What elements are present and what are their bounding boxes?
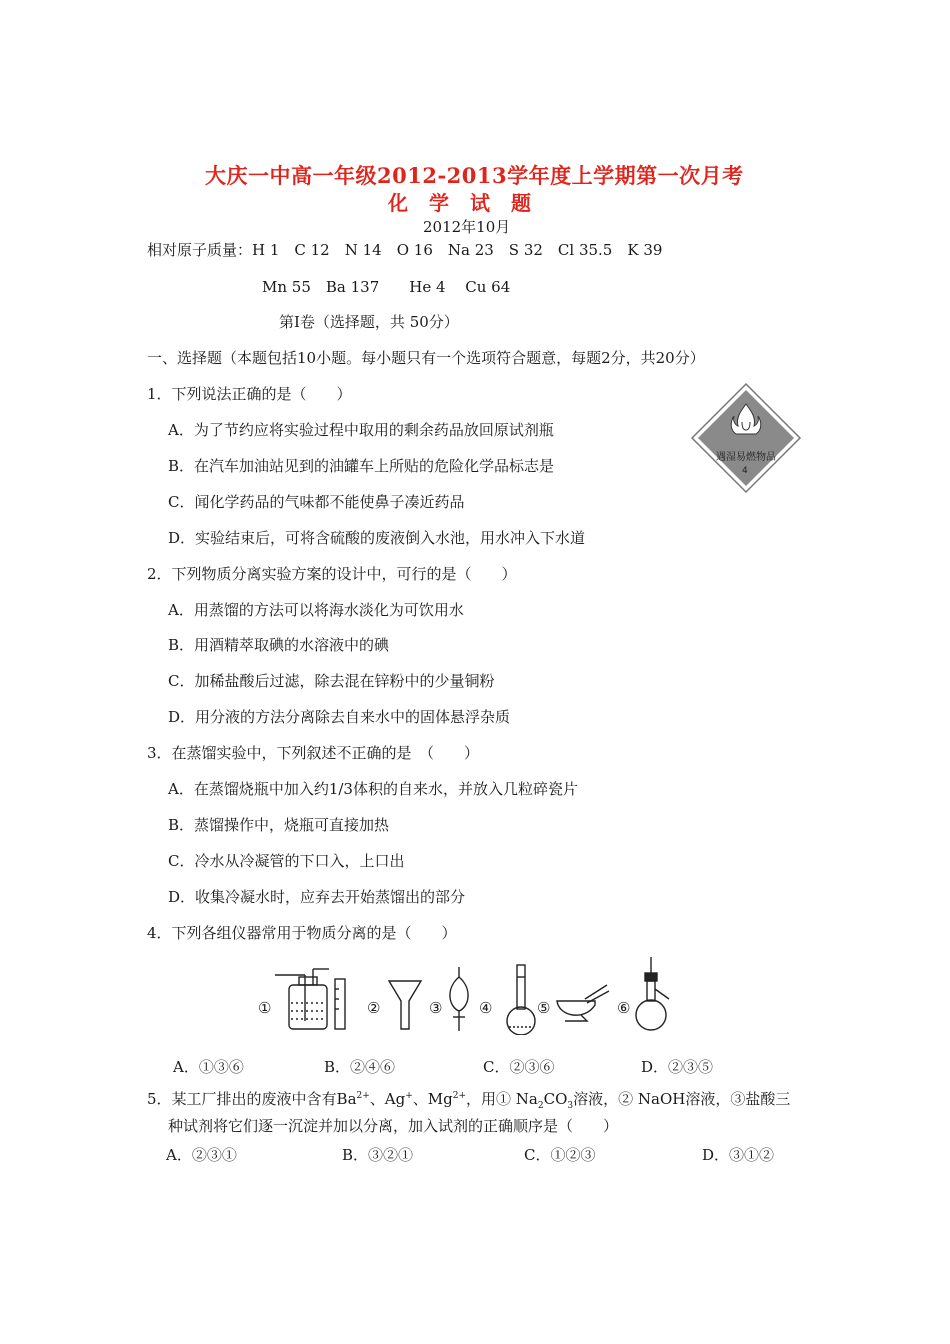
hazard-sign-number: 4 <box>742 466 748 476</box>
q3-option-c: C．冷水从冷凝管的下口入，上口出 <box>168 852 405 870</box>
apparatus-label-3: ③ <box>429 999 443 1017</box>
exam-title: 大庆一中高一年级2012-2013学年度上学期第一次月考 <box>205 163 744 188</box>
q5-option-c: C．①②③ <box>524 1146 596 1164</box>
q2-option-d: D．用分液的方法分离除去自来水中的固体悬浮杂质 <box>168 708 511 726</box>
apparatus-label-4: ④ <box>479 999 493 1017</box>
q1-option-c: C．闻化学药品的气味都不能使鼻子凑近药品 <box>168 493 465 511</box>
distillation-flask-icon <box>636 957 669 1030</box>
separatory-funnel-icon <box>450 967 468 1031</box>
part-heading: 一、选择题（本题包括10小题。每小题只有一个选项符合题意，每题2分，共20分） <box>147 349 705 367</box>
q4-stem: 4．下列各组仪器常用于物质分离的是（ ） <box>147 924 457 942</box>
q3-option-a: A．在蒸馏烧瓶中加入约1/3体积的自来水，并放入几粒碎瓷片 <box>168 780 578 798</box>
hazard-sign <box>690 382 802 494</box>
hazard-sign-label: 遇湿易燃物品 <box>716 452 776 463</box>
exam-date: 2012年10月 <box>423 218 511 236</box>
exam-subtitle: 化 学 试 题 <box>388 191 532 215</box>
apparatus-figure <box>255 955 675 1035</box>
volumetric-flask-icon <box>507 965 535 1035</box>
atomic-mass-line2: Mn 55 Ba 137 He 4 Cu 64 <box>262 278 511 296</box>
q4-option-a: A．①③⑥ <box>173 1058 244 1076</box>
apparatus-label-6: ⑥ <box>617 999 631 1017</box>
q1-option-a: A．为了节约应将实验过程中取用的剩余药品放回原试剂瓶 <box>168 421 554 439</box>
q3-option-d: D．收集冷凝水时，应弃去开始蒸馏出的部分 <box>168 888 466 906</box>
q5-stem-line1: 5．某工厂排出的废液中含有$Ba^{2+}$、Ag+、$Mg^{2+}$，用① $Na_2CO_3$溶液，② NaOH溶液，③盐酸三 <box>147 1090 791 1111</box>
q2-stem: 2．下列物质分离实验方案的设计中，可行的是（ ） <box>147 565 517 583</box>
gas-washing-bottle-icon <box>275 969 345 1029</box>
q3-stem: 3．在蒸馏实验中，下列叙述不正确的是 （ ） <box>147 744 480 762</box>
atomic-mass-line1: 相对原子质量：H 1 C 12 N 14 O 16 Na 23 S 32 Cl 35.5 K 39 <box>147 241 663 259</box>
q2-option-c: C．加稀盐酸后过滤，除去混在锌粉中的少量铜粉 <box>168 672 495 690</box>
q4-option-d: D．②③⑤ <box>641 1058 714 1076</box>
q2-option-a: A．用蒸馏的方法可以将海水淡化为可饮用水 <box>168 601 464 619</box>
q5-option-b: B．③②① <box>342 1146 414 1164</box>
q1-stem: 1．下列说法正确的是（ ） <box>147 385 352 403</box>
q5-stem-line2: 种试剂将它们逐一沉淀并加以分离，加入试剂的正确顺序是（ ） <box>168 1117 619 1135</box>
q1-option-d: D．实验结束后，可将含硫酸的废液倒入水池，用水冲入下水道 <box>168 529 586 547</box>
q4-option-b: B．②④⑥ <box>324 1058 396 1076</box>
apparatus-label-5: ⑤ <box>537 999 551 1017</box>
q5-option-d: D．③①② <box>702 1146 775 1164</box>
volume-heading: 第Ⅰ卷（选择题，共 50分） <box>279 313 459 331</box>
q1-option-b: B．在汽车加油站见到的油罐车上所贴的危险化学品标志是 <box>168 457 555 475</box>
q2-option-b: B．用酒精萃取碘的水溶液中的碘 <box>168 636 390 654</box>
q5-option-a: A．②③① <box>166 1146 237 1164</box>
q4-option-c: C．②③⑥ <box>483 1058 555 1076</box>
funnel-icon <box>389 981 421 1029</box>
apparatus-label-2: ② <box>367 999 381 1017</box>
evaporating-dish-icon <box>557 985 609 1021</box>
q3-option-b: B．蒸馏操作中，烧瓶可直接加热 <box>168 816 390 834</box>
apparatus-label-1: ① <box>258 999 272 1017</box>
